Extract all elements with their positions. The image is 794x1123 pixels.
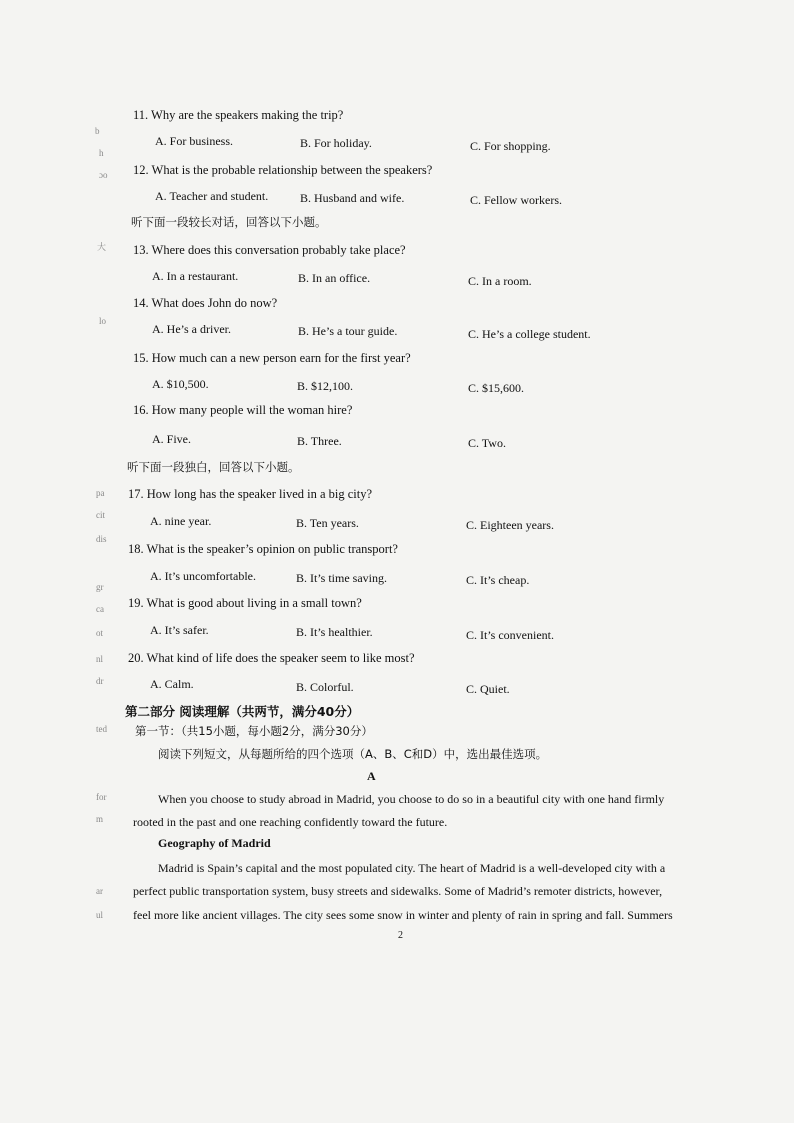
question-18-option-c: C. It’s cheap. xyxy=(466,573,530,587)
question-15-option-c: C. $15,600. xyxy=(468,381,525,395)
question-14-option-c: C. He’s a college student. xyxy=(468,327,591,341)
question-17-option-b: B. Ten years. xyxy=(296,516,359,530)
question-14-option-a: A. He’s a driver. xyxy=(152,322,231,336)
question-16-option-b: B. Three. xyxy=(297,434,342,448)
paragraph-1-line-2: rooted in the past and one reaching confidently toward the future. xyxy=(133,815,448,829)
question-13-option-c: C. In a room. xyxy=(468,274,532,288)
question-11-option-b: B. For holiday. xyxy=(300,136,372,150)
question-16-option-c: C. Two. xyxy=(468,436,506,450)
question-14-stem: 14. What does John do now? xyxy=(133,296,278,310)
question-19-stem: 19. What is good about living in a small town? xyxy=(128,596,362,610)
question-16-option-a: A. Five. xyxy=(152,432,191,446)
question-19-option-c: C. It’s convenient. xyxy=(466,628,554,642)
question-12-stem: 12. What is the probable relationship between the speakers? xyxy=(133,163,433,177)
question-11-stem: 11. Why are the speakers making the trip? xyxy=(133,108,344,122)
margin-mark: gr xyxy=(96,582,104,592)
question-18-stem: 18. What is the speaker’s opinion on public transport? xyxy=(128,542,398,556)
question-15-stem: 15. How much can a new person earn for the first year? xyxy=(133,351,411,365)
margin-mark: ɔo xyxy=(99,170,108,180)
question-17-option-c: C. Eighteen years. xyxy=(466,518,554,532)
question-20-option-c: C. Quiet. xyxy=(466,682,510,696)
question-20-stem: 20. What kind of life does the speaker seem to like most? xyxy=(128,651,415,665)
part-two-title: 第二部分 阅读理解（共两节，满分40分） xyxy=(125,704,360,719)
margin-mark: ted xyxy=(96,724,107,734)
reading-directions: 阅读下列短文，从每题所给的四个选项（A、B、C和D）中，选出最佳选项。 xyxy=(158,747,548,761)
margin-mark: m xyxy=(96,814,104,824)
question-14-option-b: B. He’s a tour guide. xyxy=(298,324,398,338)
question-13-stem: 13. Where does this conversation probably take place? xyxy=(133,243,406,257)
question-20-option-a: A. Calm. xyxy=(150,677,194,691)
question-20-option-b: B. Colorful. xyxy=(296,680,354,694)
margin-mark: ul xyxy=(96,910,104,920)
margin-mark: dis xyxy=(96,534,107,544)
margin-mark: h xyxy=(99,148,104,158)
question-11-option-a: A. For business. xyxy=(155,134,234,148)
question-19-option-b: B. It’s healthier. xyxy=(296,625,373,639)
question-15-option-a: A. $10,500. xyxy=(152,377,209,391)
margin-mark: lo xyxy=(99,316,107,326)
paragraph-2-line-2: perfect public transportation system, busy streets and sidewalks. Some of Madrid’s remoter districts, however, xyxy=(133,884,663,898)
question-13-option-a: A. In a restaurant. xyxy=(152,269,239,283)
question-13-option-b: B. In an office. xyxy=(298,271,371,285)
paragraph-2-line-1: Madrid is Spain’s capital and the most populated city. The heart of Madrid is a well-developed city with a xyxy=(158,861,666,875)
margin-mark: nl xyxy=(96,654,104,664)
question-19-option-a: A. It’s safer. xyxy=(150,623,209,637)
margin-mark: ar xyxy=(96,886,103,896)
instruction-monologue: 听下面一段独白，回答以下小题。 xyxy=(127,460,300,474)
passage-label: A xyxy=(367,769,376,783)
margin-mark: for xyxy=(96,792,107,802)
question-12-option-b: B. Husband and wife. xyxy=(300,191,405,205)
margin-mark: dr xyxy=(96,676,104,686)
question-18-option-b: B. It’s time saving. xyxy=(296,571,387,585)
margin-mark: 大 xyxy=(97,242,107,252)
question-17-stem: 17. How long has the speaker lived in a big city? xyxy=(128,487,373,501)
question-16-stem: 16. How many people will the woman hire? xyxy=(133,403,353,417)
question-17-option-a: A. nine year. xyxy=(150,514,212,528)
margin-mark: ca xyxy=(96,604,104,614)
margin-mark: cit xyxy=(96,510,105,520)
question-11-option-c: C. For shopping. xyxy=(470,139,551,153)
margin-mark: b xyxy=(95,126,100,136)
question-12-option-c: C. Fellow workers. xyxy=(470,193,562,207)
margin-mark: pa xyxy=(96,488,105,498)
question-12-option-a: A. Teacher and student. xyxy=(155,189,269,203)
margin-mark: ot xyxy=(96,628,104,638)
instruction-long-dialog: 听下面一段较长对话，回答以下小题。 xyxy=(131,215,327,229)
question-18-option-a: A. It’s uncomfortable. xyxy=(150,569,256,583)
paragraph-2-line-3: feel more like ancient villages. The city sees some snow in winter and plenty of rain in spring and fall. Summers xyxy=(133,908,673,922)
paragraph-1-line-1: When you choose to study abroad in Madrid, you choose to do so in a beautiful city with one hand firmly xyxy=(158,792,665,806)
geography-heading: Geography of Madrid xyxy=(158,836,271,850)
section-one-line: 第一节：（共15小题，每小题2分，满分30分） xyxy=(135,724,373,738)
page-number: 2 xyxy=(398,930,403,941)
question-15-option-b: B. $12,100. xyxy=(297,379,354,393)
